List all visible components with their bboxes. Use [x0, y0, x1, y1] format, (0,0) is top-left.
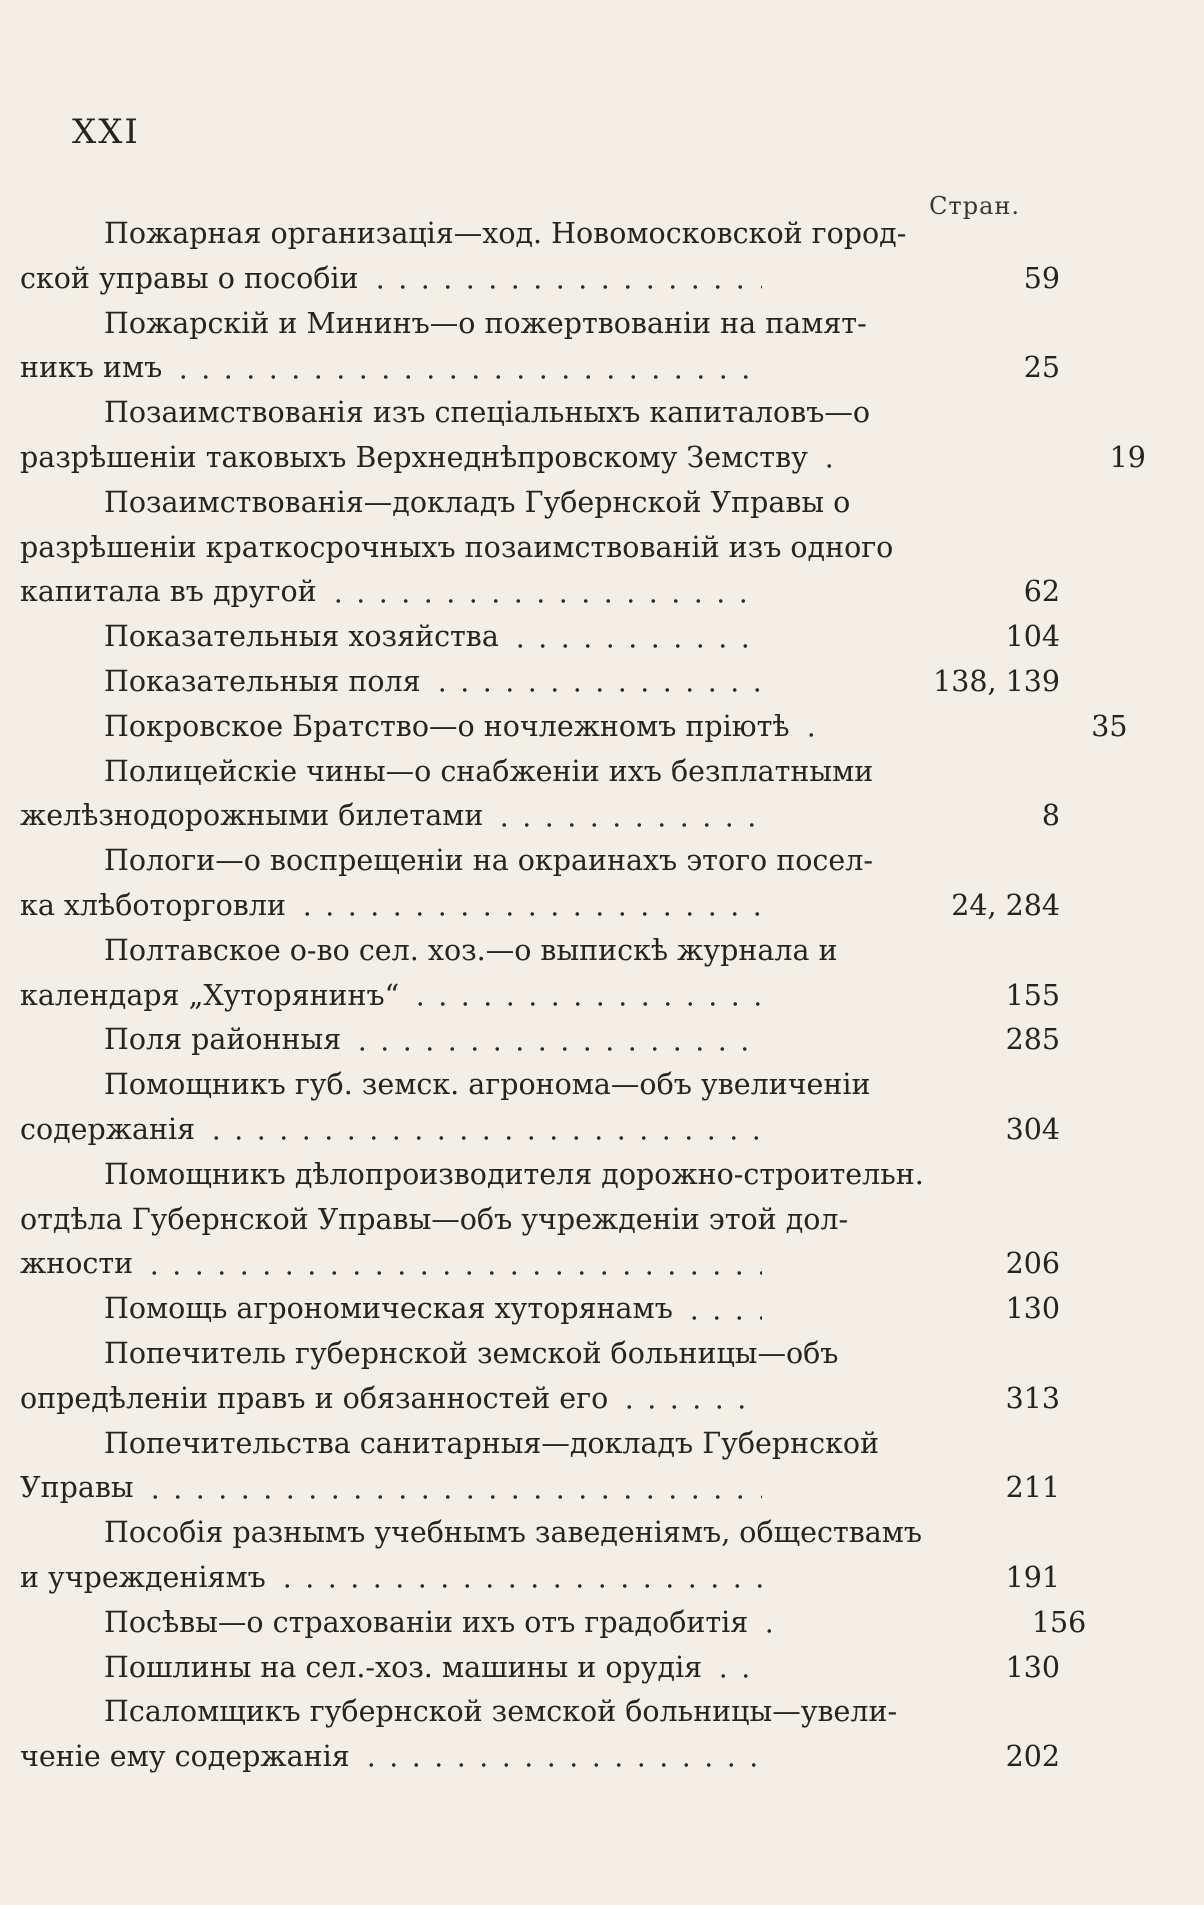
index-entry-line	[20, 302, 900, 347]
index-entry-line	[20, 391, 900, 436]
index-entry-line	[20, 839, 900, 884]
index-entry-text: капитала въ другой	[20, 575, 317, 609]
index-entry-last-line	[20, 346, 1060, 391]
index-entry-last-line	[20, 1108, 1060, 1153]
index-entry-last-line	[20, 257, 1060, 302]
index-entry-text: Управы	[20, 1471, 134, 1505]
index-entry-page: 304	[1005, 1112, 1060, 1146]
index-entry-text: Позаимствованія—докладъ Губернской Управы о	[104, 485, 851, 519]
index-entry-line	[20, 212, 907, 257]
index-entry-last-line	[20, 660, 1060, 705]
index-entry	[20, 1153, 1060, 1287]
index-entry-text: опредѣленіи правъ и обязанностей его	[20, 1381, 609, 1415]
page-column-header: Стран.	[929, 192, 1020, 220]
index-entry	[20, 1018, 1060, 1063]
index-entry-last-line	[20, 1556, 1060, 1601]
dot-leader	[712, 1673, 762, 1679]
index-entry-last-line	[20, 570, 1060, 615]
index-entry	[20, 481, 1060, 615]
index-entry-page: 191	[1005, 1560, 1060, 1594]
index-entry-page: 59	[1023, 261, 1060, 295]
index-entry-text: Помощникъ дѣлопроизводителя дорожно-строительн.	[104, 1157, 924, 1191]
index-entry-text: Пожарскій и Мининъ—о пожертвованіи на памят-	[104, 306, 867, 340]
dot-leader	[172, 374, 762, 380]
index-entry-text: Попечительства санитарныя—докладъ Губернской	[104, 1426, 880, 1460]
index-entry	[20, 1422, 1060, 1512]
page-number: XXI	[72, 112, 140, 152]
index-entry	[20, 1690, 1060, 1780]
dot-leader	[683, 1315, 762, 1321]
index-list	[20, 212, 1146, 1780]
index-entry-text: ской управы о пособіи	[20, 261, 359, 295]
dot-leader	[618, 1404, 762, 1410]
index-entry	[20, 391, 1146, 481]
index-entry-last-line	[20, 1735, 1060, 1780]
index-entry-text: Посѣвы—о страхованіи ихъ отъ градобитія	[104, 1605, 749, 1639]
index-entry-text: Покровское Братство—о ночлежномъ пріютѣ	[104, 709, 790, 743]
index-entry-text: Показательныя поля	[104, 664, 421, 698]
index-entry-text: и учрежденіямъ	[20, 1560, 266, 1594]
index-entry-line	[20, 929, 900, 974]
index-entry-page: 104	[1005, 620, 1060, 654]
index-entry-text: Поля районныя	[104, 1023, 342, 1057]
index-entry	[20, 1332, 1060, 1422]
index-entry-page: 155	[1005, 978, 1060, 1012]
index-entry-last-line	[20, 1287, 1060, 1332]
index-entry	[20, 750, 1060, 840]
index-entry	[20, 1287, 1060, 1332]
index-entry	[20, 1063, 1060, 1153]
index-entry-line	[20, 526, 900, 571]
index-entry-page: 35	[1091, 709, 1128, 743]
index-entry-page: 285	[1005, 1023, 1060, 1057]
index-entry-last-line	[20, 1242, 1060, 1287]
index-entry-page: 211	[1005, 1471, 1060, 1505]
index-entry-text: отдѣла Губернской Управы—объ учрежденіи этой дол-	[20, 1202, 849, 1236]
index-entry-line	[20, 1511, 923, 1556]
dot-leader	[369, 284, 762, 290]
index-entry	[20, 660, 1060, 705]
index-entry	[20, 1601, 1087, 1646]
index-entry-text: ченіе ему содержанія	[20, 1740, 350, 1774]
dot-leader	[296, 911, 762, 917]
dot-leader	[493, 822, 762, 828]
index-entry-line	[20, 1063, 900, 1108]
index-entry	[20, 929, 1060, 1019]
index-entry-page: 156	[1031, 1605, 1087, 1639]
index-entry-text: Пошлины на сел.-хоз. машины и орудія	[104, 1650, 703, 1684]
dot-leader	[800, 732, 830, 738]
index-entry-text: Псаломщикъ губернской земской больницы—увели-	[104, 1695, 898, 1729]
index-entry-text: календаря „Хуторянинъ“	[20, 978, 400, 1012]
index-entry-page: 202	[1005, 1740, 1060, 1774]
dot-leader	[818, 463, 848, 469]
index-entry-text: Попечитель губернской земской больницы—объ	[104, 1336, 839, 1370]
index-entry-last-line	[20, 884, 1060, 929]
index-entry-text: разрѣшеніи краткосрочныхъ позаимствованій изъ одного	[20, 530, 894, 564]
index-entry-line	[20, 1422, 900, 1467]
index-entry	[20, 302, 1060, 392]
index-entry	[20, 212, 1060, 302]
index-entry-text: желѣзнодорожными билетами	[20, 799, 484, 833]
index-entry	[20, 705, 1128, 750]
index-entry-page: 130	[1005, 1650, 1060, 1684]
index-entry-last-line	[20, 436, 1146, 481]
index-entry-line	[20, 481, 900, 526]
index-entry-last-line	[20, 1466, 1060, 1511]
index-entry	[20, 839, 1060, 929]
index-entry	[20, 615, 1060, 660]
dot-leader	[431, 687, 762, 693]
index-entry-line	[20, 1690, 900, 1735]
index-entry-text: жности	[20, 1247, 134, 1281]
index-entry-last-line	[20, 1646, 1060, 1691]
dot-leader	[360, 1762, 762, 1768]
index-entry-text: Показательныя хозяйства	[104, 620, 499, 654]
index-entry-text: ка хлѣботорговли	[20, 888, 286, 922]
dot-leader	[351, 1046, 762, 1052]
index-entry-last-line	[20, 1377, 1060, 1422]
index-entry-last-line	[20, 974, 1060, 1019]
index-entry-text: Пособія разнымъ учебнымъ заведеніямъ, обществамъ	[104, 1516, 923, 1550]
index-entry-text: Пологи—о воспрещеніи на окраинахъ этого посел-	[104, 844, 873, 878]
dot-leader	[327, 598, 762, 604]
index-entry-last-line	[20, 705, 1128, 750]
index-entry-last-line	[20, 615, 1060, 660]
index-entry-last-line	[20, 794, 1060, 839]
index-entry-text: Пожарная организація—ход. Новомосковской город-	[104, 217, 907, 250]
index-entry-text: разрѣшеніи таковыхъ Верхнеднѣпровскому Земству	[20, 440, 808, 474]
index-entry-text: Полицейскіе чины—о снабженіи ихъ безплатными	[104, 754, 874, 788]
index-entry-line	[20, 1153, 924, 1198]
index-entry-text: Позаимствованія изъ спеціальныхъ капиталовъ—о	[104, 396, 871, 430]
index-entry-text: Помощникъ губ. земск. агронома—объ увеличеніи	[104, 1068, 871, 1102]
dot-leader	[144, 1494, 762, 1500]
index-entry-line	[20, 1332, 900, 1377]
index-entry	[20, 1646, 1060, 1691]
index-entry-last-line	[20, 1018, 1060, 1063]
index-entry-line	[20, 750, 900, 795]
dot-leader	[409, 1001, 762, 1007]
index-entry-page: 24, 284	[951, 888, 1060, 922]
dot-leader	[758, 1628, 788, 1634]
index-entry-text: никъ имъ	[20, 351, 163, 385]
index-entry-page: 138, 139	[933, 664, 1060, 698]
dot-leader	[509, 643, 762, 649]
index-entry-last-line	[20, 1601, 1087, 1646]
index-entry-page: 313	[1005, 1381, 1060, 1415]
index-entry-page: 25	[1023, 351, 1060, 385]
dot-leader	[143, 1270, 762, 1276]
index-entry-page: 130	[1005, 1292, 1060, 1326]
index-entry-text: Помощь агрономическая хуторянамъ	[104, 1292, 673, 1326]
index-entry-page: 19	[1109, 440, 1146, 474]
index-entry-page: 8	[1041, 799, 1060, 833]
index-entry-page: 206	[1005, 1247, 1060, 1281]
dot-leader	[276, 1583, 762, 1589]
dot-leader	[205, 1135, 762, 1141]
index-entry	[20, 1511, 1060, 1601]
index-entry-line	[20, 1198, 900, 1243]
index-entry-page: 62	[1023, 575, 1060, 609]
index-entry-text: содержанія	[20, 1112, 196, 1146]
index-entry-text: Полтавское о-во сел. хоз.—о выпискѣ журнала и	[104, 933, 838, 967]
